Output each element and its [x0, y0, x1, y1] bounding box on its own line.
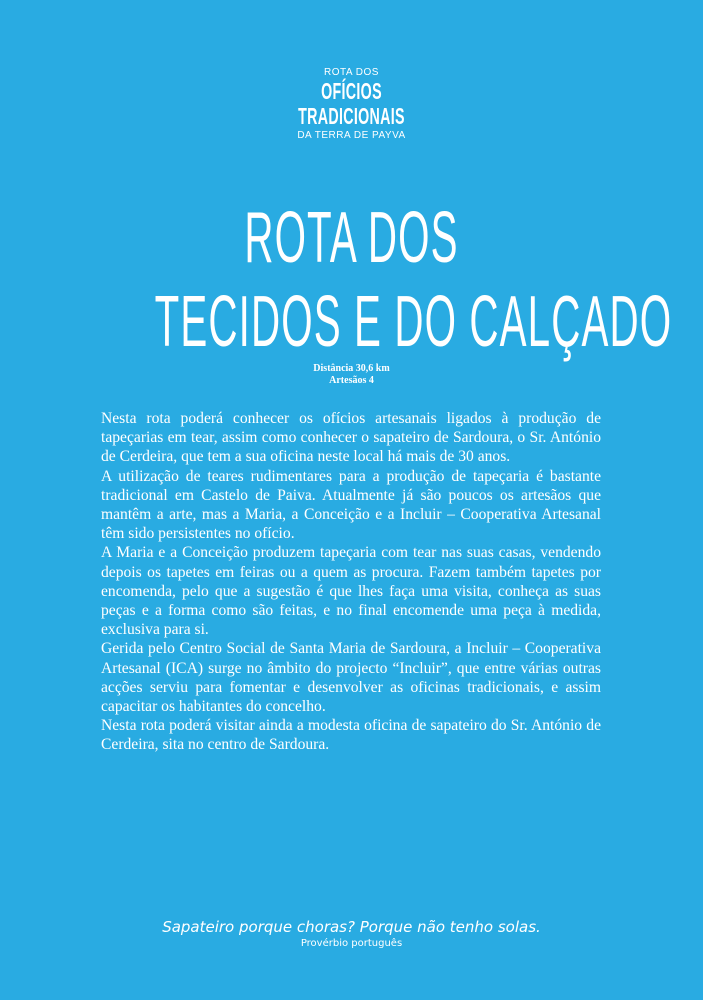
- artisans-label: Artesãos 4: [329, 375, 374, 386]
- route-logo: [0, 66, 703, 142]
- proverb: [0, 918, 703, 950]
- logo-line-3: TRADICIONAIS: [298, 103, 405, 129]
- proverb-text: Sapateiro porque choras? Porque não tenho solas.: [162, 918, 541, 936]
- proverb-source: Provérbio português: [300, 938, 403, 949]
- paragraph-1: Nesta rota poderá conhecer os ofícios artesanais ligados à produção de tapeçarias em tear, assim como conhecer o sapateiro de Sardoura, o Sr. António de Cerdeira, que tem a sua oficina neste local há mais de 30 anos.: [101, 410, 601, 466]
- paragraph-4: Gerida pelo Centro Social de Santa Maria de Sardoura, a Incluir – Cooperativa Artesanal (ICA) surge no âmbito do projecto “Incluir”, que entre várias outras acções serviu para fomentar e desenvolver as oficinas tradicionais, e assim capacitar os habitantes do concelho.: [101, 640, 601, 716]
- paragraph-5: Nesta rota poderá visitar ainda a modesta oficina de sapateiro do Sr. António de Cerdeira, sita no centro de Sardoura.: [101, 717, 601, 754]
- body-text: [101, 409, 601, 755]
- title-line-2: TECIDOS E DO CALÇADO: [154, 282, 673, 362]
- route-meta: [0, 363, 703, 387]
- page-title: [0, 196, 703, 364]
- paragraph-3: A Maria e a Conceição produzem tapeçaria com tear nas suas casas, vendendo depois os tapetes em feiras ou a quem as procura. Fazem também tapetes por encomenda, pelo que a sugestão é que lhes faça uma visita, conheça as suas peças e a forma como são feitas, e no final encomende uma peça à medida, exclusiva para si.: [101, 544, 601, 639]
- logo-line-4: DA TERRA DE PAYVA: [297, 130, 406, 141]
- paragraph-2: A utilização de teares rudimentares para a produção de tapeçaria é bastante tradicional em Castelo de Paiva. Atualmente já são poucos os artesãos que mantêm a arte, mas a Maria, a Conceição e a Incluir – Cooperativa Artesanal têm sido persistentes no ofício.: [101, 467, 601, 543]
- title-line-1: ROTA DOS: [244, 198, 459, 278]
- distance-label: Distância 30,6 km: [313, 363, 390, 374]
- logo-line-2: OFÍCIOS: [321, 78, 382, 104]
- logo-line-1: ROTA DOS: [324, 67, 379, 78]
